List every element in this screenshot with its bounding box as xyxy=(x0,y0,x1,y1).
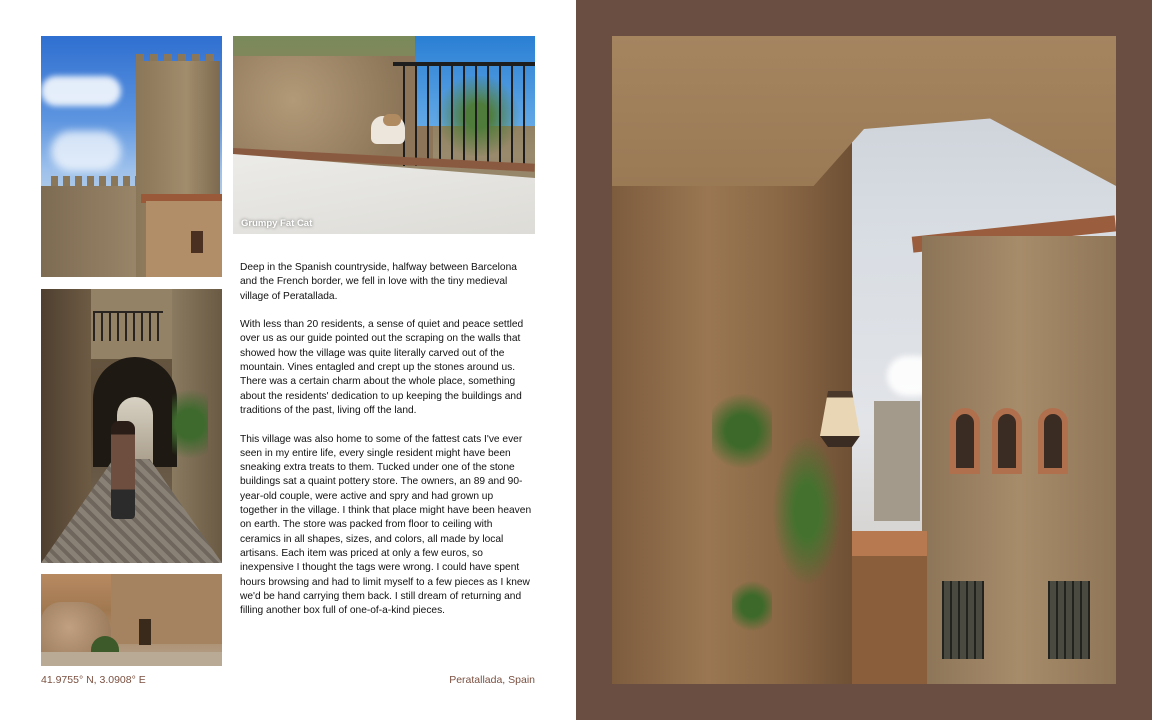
tower-photo xyxy=(41,36,222,277)
stone-arch-photo xyxy=(612,36,1116,684)
footer-coordinates: 41.9755° N, 3.0908° E xyxy=(41,674,146,686)
article-paragraph: This village was also home to some of the fattest cats I've ever seen in my entire life, every single resident might have been sneaking extra treats to them. Tucked under one of the stone buildings sat a quaint pottery store. The owners, an 89 and 90-year-old couple, were active and spry and had grown up together in the village. I think that place might have been heaven on earth. The store was packed from floor to ceiling with ceramics in all shapes, sizes, and colors, all made by local artisans. Each item was priced at only a few euros, so inexpensive I thought the tags were wrong. I could have spent hours browsing and had to limit myself to a few pieces as I knew we'd be hand carrying them back. I still dream of returning and filling another box full of one-of-a-kind pieces. xyxy=(240,433,532,617)
footer-location: Peratallada, Spain xyxy=(449,674,535,686)
person-figure xyxy=(111,421,135,519)
archway-alley-photo xyxy=(41,289,222,563)
village-street-photo xyxy=(41,574,222,666)
cat-photo xyxy=(233,36,535,234)
cat-photo-caption: Grumpy Fat Cat xyxy=(241,218,313,229)
article-body xyxy=(240,261,532,633)
article-paragraph: With less than 20 residents, a sense of quiet and peace settled over us as our guide pointed out the scraping on the walls that showed how the village was quite literally carved out of the mountain. Vines entagled and crept up the stones around us. There was a certain charm about the whole place, something about the residents' dedication to up keeping the buildings and traditions of the past, living off the land. xyxy=(240,319,524,416)
article-paragraph: Deep in the Spanish countryside, halfway between Barcelona and the French border, we fell in love with the tiny medieval village of Peratallada. xyxy=(240,262,517,302)
